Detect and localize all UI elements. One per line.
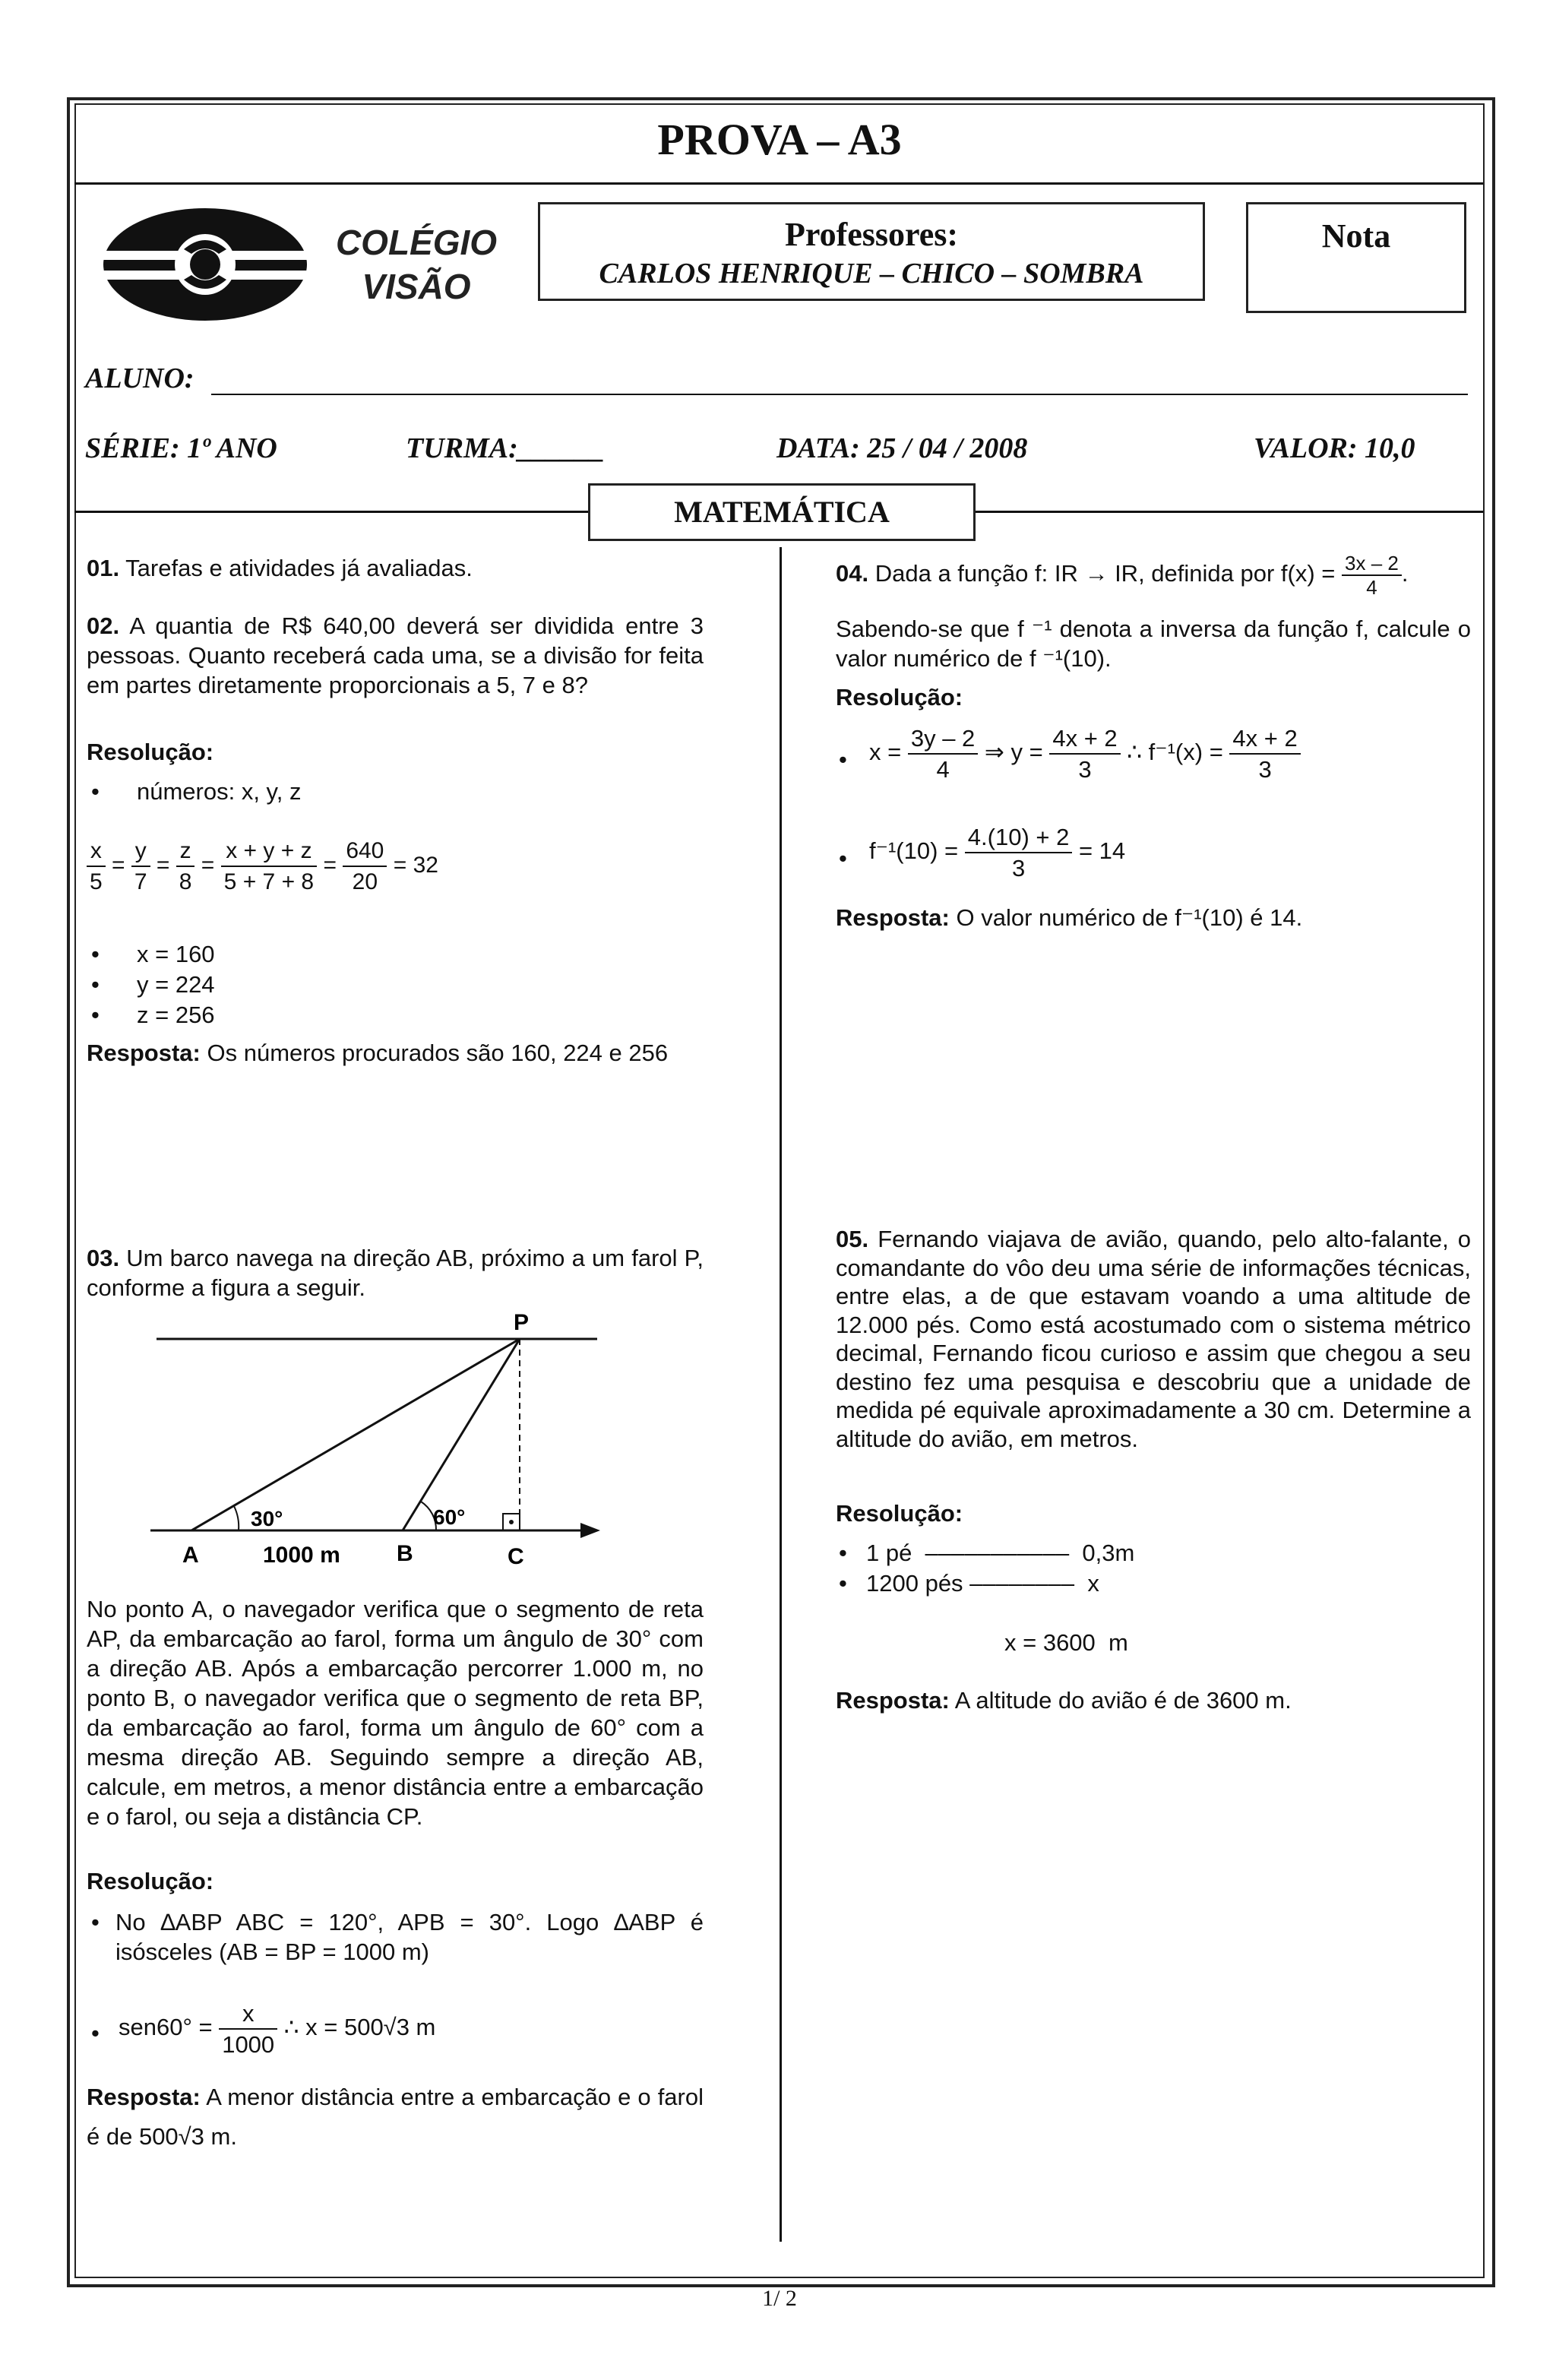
q3-number: 03.: [87, 1245, 120, 1271]
q2-z-value: z = 256: [137, 1002, 215, 1028]
bullet-icon: •: [91, 1002, 100, 1028]
q3-intro-text: Um barco navega na direção AB, próximo a um farol P, conforme a figura a seguir.: [87, 1245, 704, 1301]
frac-4x-2: $\frac{4x + 2}{3}$: [1049, 723, 1120, 784]
professors-names: CARLOS HENRIQUE – CHICO – SOMBRA: [599, 258, 1144, 290]
q5-resolution-label: Resolução:: [836, 1500, 963, 1527]
label-b: B: [397, 1541, 413, 1566]
question-1: [87, 553, 704, 583]
frac-3y-2: $\frac{3y - 2}{4}$: [908, 723, 978, 784]
question-3-intro: [87, 1243, 704, 1302]
q4-eval-lhs: f⁻¹(10) =: [869, 837, 959, 865]
label-c: C: [508, 1544, 524, 1569]
frac-x-5: $\frac{x}{5}$: [87, 836, 106, 897]
series-label: SÉRIE: 1º ANO: [85, 432, 277, 464]
q3-answer-text: A menor distância entre a embarcação e o farol é de 500√3 m.: [87, 2084, 704, 2150]
student-label: ALUNO:: [85, 362, 194, 394]
q5-number: 05.: [836, 1226, 869, 1252]
q4-evaluation-equation: [869, 822, 1125, 883]
grade-label: Nota: [1321, 217, 1391, 255]
q4-eq-inverse: ∴ f⁻¹(x) =: [1127, 739, 1223, 766]
q2-answer-label: Resposta:: [87, 1040, 201, 1066]
q3-sine-equation: [119, 1999, 435, 2059]
q3-sine-result: ∴ x = 500√3 m: [283, 2014, 436, 2041]
professors-box: [538, 202, 1205, 301]
q2-x-value: x = 160: [137, 941, 215, 967]
frac-sum: $\frac{x + y + z}{5 + 7 + 8}$: [221, 836, 317, 897]
q4-function-fraction: $\frac{3x - 2}{4}$: [1342, 552, 1402, 599]
label-1000m: 1000 m: [263, 1543, 340, 1568]
student-name-line[interactable]: [211, 394, 1468, 395]
q2-proportion-equation: $\frac{x}{5}$ = $\frac{y}{7}$ = $\frac{z}{8}$ = $\frac{x + y + z}{5 + 7 + 8}$ = $\frac{640}{20}$ = 32: [87, 836, 438, 897]
school-name-line1: COLÉGIO: [335, 223, 498, 262]
date-label: DATA: 25 / 04 / 2008: [776, 432, 1028, 464]
bullet-icon: •: [839, 1540, 847, 1566]
q4-answer-label: Resposta:: [836, 904, 950, 931]
subject-title: MATEMÁTICA: [588, 483, 976, 541]
q3-answer: [87, 2078, 704, 2157]
q2-number: 02.: [87, 612, 120, 639]
frac-x-1000: $\frac{x}{1000}$: [219, 1999, 277, 2059]
school-name: [328, 220, 504, 309]
bullet-icon: •: [91, 941, 100, 967]
bullet-icon: •: [839, 1570, 847, 1597]
q3-sine-lhs: sen60° =: [119, 2014, 213, 2041]
q5-bullet-unknown: 1200 pés –––––––– x: [866, 1570, 1099, 1597]
value-label: VALOR: 10,0: [1254, 432, 1415, 464]
q5-answer-text: A altitude do avião é de 3600 m.: [954, 1687, 1292, 1714]
class-label: TURMA:______: [406, 432, 605, 464]
q4-text2: Sabendo-se que f ⁻¹ denota a inversa da função f, calcule o valor numérico de f ⁻¹(10).: [836, 616, 1471, 672]
frac-eval: $\frac{4.(10) + 2}{3}$: [965, 822, 1073, 883]
label-p: P: [514, 1310, 530, 1335]
bullet-icon: •: [91, 778, 100, 805]
page-number: 1/ 2: [762, 2286, 797, 2311]
q4-eq-implies: ⇒ y =: [984, 739, 1043, 766]
q4-inverse-equation: [869, 723, 1301, 784]
q2-y-value: y = 224: [137, 971, 215, 998]
label-60-deg: 60°: [433, 1505, 466, 1529]
q5-text: Fernando viajava de avião, quando, pelo alto-falante, o comandante do vôo deu uma série de informações técnicas, entre elas, a de que estavam voando a uma altitude de 12.000 pés. Como está acostumado com o sistema métrico decimal, Fernando ficou curioso e assim que chegou a seu destino fez uma pesquisa e descobriu que a unidade de medida pé equivale aproximadamente a 30 cm. Determine a altitude do avião, em metros.: [836, 1226, 1471, 1452]
q2-resolution-label: Resolução:: [87, 739, 214, 765]
bullet-icon: •: [91, 971, 100, 998]
q4-eval-result: = 14: [1078, 837, 1126, 865]
q5-result: x = 3600 m: [1004, 1629, 1128, 1656]
q4-eq-x: x =: [869, 739, 902, 766]
bullet-icon: •: [839, 746, 847, 773]
school-name-line2: VISÃO: [362, 267, 471, 306]
bullet-icon: •: [91, 2020, 100, 2046]
frac-4x-2-inverse: $\frac{4x + 2}{3}$: [1229, 723, 1300, 784]
q3-bullet-triangle: No ∆ABP ABC = 120°, APB = 30°. Logo ∆ABP é isósceles (AB = BP = 1000 m): [115, 1909, 704, 1965]
q1-number: 01.: [87, 555, 120, 581]
q3-lighthouse-figure: [144, 1306, 615, 1571]
question-5: [836, 1225, 1471, 1453]
q4-text1: Dada a função f: IR → IR, definida por f(x) =: [874, 560, 1336, 587]
angle-30-arc: [234, 1506, 239, 1530]
column-divider: [780, 547, 782, 2242]
bullet-icon: •: [839, 845, 847, 872]
label-30-deg: 30°: [251, 1507, 283, 1530]
q4-answer-text: O valor numérico de f⁻¹(10) é 14.: [956, 904, 1303, 931]
title-divider: [74, 182, 1483, 185]
q2-answer-text: Os números procurados são 160, 224 e 256: [207, 1040, 669, 1066]
q2-answer: [87, 1038, 704, 1068]
arrow-head-icon: [580, 1523, 600, 1538]
q5-bullet-foot-ratio: 1 pé ––––––––––– 0,3m: [866, 1540, 1135, 1566]
label-a: A: [182, 1543, 199, 1568]
q2-equation-result: = 32: [393, 852, 438, 878]
q1-text: Tarefas e atividades já avaliadas.: [125, 555, 473, 581]
q4-number: 04.: [836, 560, 869, 587]
question-4-line1: 04. Dada a função f: IR → IR, definida por f(x) = $\frac{3x - 2}{4}$ .: [836, 552, 1409, 599]
q3-answer-label: Resposta:: [87, 2084, 201, 2110]
q4-answer: [836, 903, 1471, 932]
q3-resolution-label: Resolução:: [87, 1868, 214, 1894]
segment-ap: [191, 1339, 520, 1530]
bullet-icon: •: [91, 1909, 100, 1935]
q3-body-text: No ponto A, o navegador verifica que o segmento de reta AP, da embarcação ao farol, forma um ângulo de 30° com a direção AB. Após a embarcação percorrer 1.000 m, no ponto B, o navegador verifica que o segmento de reta BP, da embarcação ao farol, forma um ângulo de 60° com a mesma direção AB. Seguindo sempre a direção AB, calcule, em metros, a menor distância entre a embarcação e o farol, ou seja a distância CP.: [87, 1596, 704, 1830]
q5-answer: [836, 1685, 1471, 1715]
frac-640-20: $\frac{640}{20}$: [343, 836, 387, 897]
frac-y-7: $\frac{y}{7}$: [131, 836, 150, 897]
grade-box[interactable]: [1246, 202, 1466, 313]
professors-label: Professores:: [784, 216, 959, 253]
segment-bp: [403, 1339, 520, 1530]
q2-text: A quantia de R$ 640,00 deverá ser dividida entre 3 pessoas. Quanto receberá cada uma, se a divisão for feita em partes diretamente proporcionais a 5, 7 e 8?: [87, 612, 704, 698]
q4-resolution-label: Resolução:: [836, 684, 963, 711]
q2-bullet-numbers: números: x, y, z: [137, 778, 302, 805]
question-2: [87, 611, 704, 700]
exam-title: PROVA – A3: [657, 115, 902, 164]
school-logo-icon: [99, 204, 319, 325]
q5-answer-label: Resposta:: [836, 1687, 950, 1714]
frac-z-8: $\frac{z}{8}$: [176, 836, 195, 897]
